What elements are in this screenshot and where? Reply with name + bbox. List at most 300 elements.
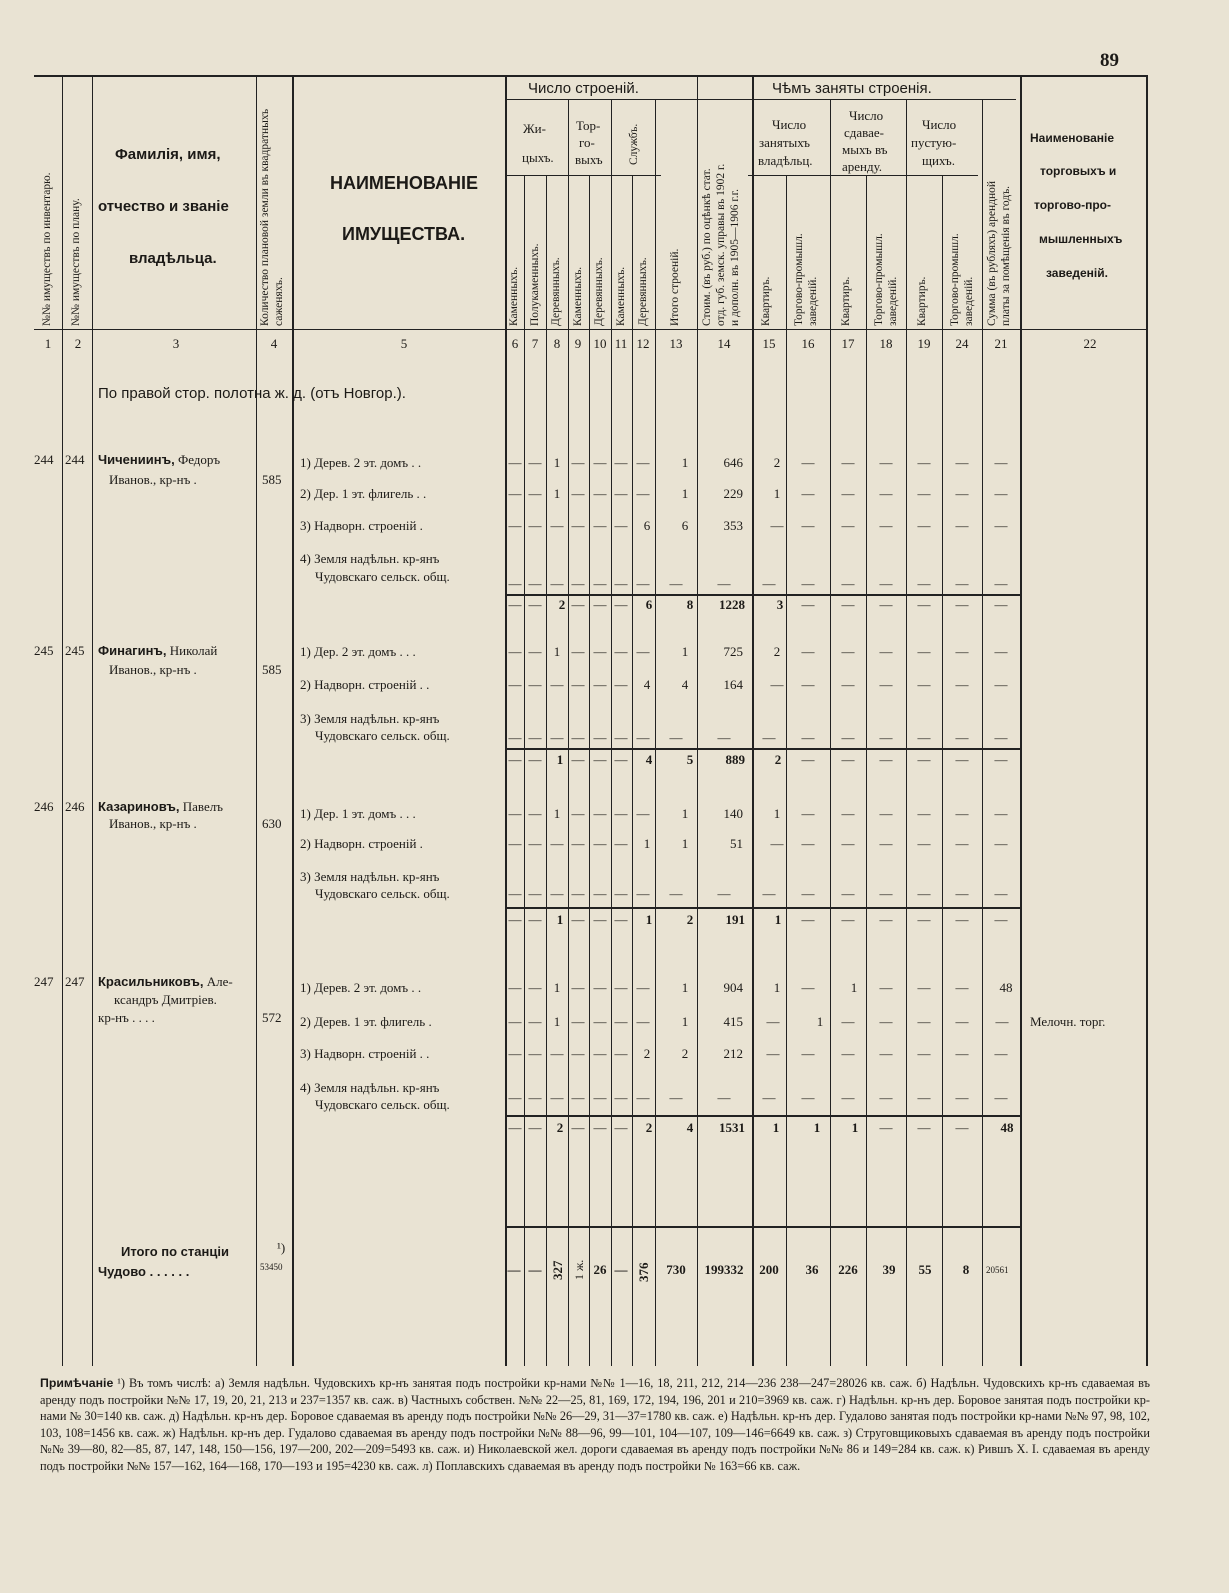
empty-cell-dash: — [528, 1120, 542, 1135]
subtotal-rule [505, 1115, 1020, 1117]
property-item: 1) Дерев. 2 эт. домъ . . [300, 980, 422, 995]
owner-name-line2: Иванов., кр-нъ . [109, 662, 197, 677]
empty-cell-dash: — [571, 912, 585, 927]
empty-cell-dash: — [571, 1014, 585, 1029]
empty-cell-dash: — [614, 677, 628, 692]
owner-name [98, 799, 223, 815]
empty-cell-dash: — [508, 836, 522, 851]
header-c12: Деревянныхъ. [637, 257, 649, 326]
col-number: 24 [955, 336, 969, 351]
inventory-no: 245 [34, 643, 54, 658]
empty-cell-dash: — [614, 576, 628, 591]
col-rule [786, 176, 787, 1366]
c13-value: 1 [681, 486, 689, 501]
empty-cell-dash: — [636, 486, 650, 501]
empty-cell-dash: — [917, 836, 931, 851]
empty-cell-dash: — [841, 730, 855, 745]
empty-cell-dash: — [528, 912, 542, 927]
c8-value: 1 [553, 980, 561, 995]
col-number: 5 [400, 336, 408, 351]
empty-cell-dash: — [917, 518, 931, 533]
empty-cell-dash: — [879, 1014, 893, 1029]
c14-value: 212 [723, 1046, 743, 1061]
total-c16: 1 [813, 1120, 821, 1135]
empty-cell-dash: — [508, 576, 522, 591]
empty-cell-dash: — [550, 1046, 564, 1061]
owner-name [98, 643, 217, 659]
empty-cell-dash: — [636, 806, 650, 821]
empty-cell-dash: — [528, 1046, 542, 1061]
empty-cell-dash: — [717, 886, 731, 901]
empty-cell-dash: — [917, 886, 931, 901]
header-rent-1: Число [849, 108, 884, 123]
empty-cell-dash: — [593, 486, 607, 501]
owner-name [98, 974, 233, 990]
empty-cell-dash: — [614, 518, 628, 533]
empty-cell-dash: — [955, 1120, 969, 1135]
c14-value: 725 [723, 644, 743, 659]
col-rule [906, 100, 907, 1366]
empty-cell-dash: — [508, 730, 522, 745]
col-rule [982, 100, 983, 1366]
col-rule [256, 76, 257, 1366]
empty-cell-dash: — [593, 912, 607, 927]
empty-cell-dash: — [841, 752, 855, 767]
empty-cell-dash: — [571, 1046, 585, 1061]
empty-cell-dash: — [801, 518, 815, 533]
plan-no: 247 [65, 974, 85, 989]
total-c8: 2 [556, 1120, 564, 1135]
grand-total-land: 53450 [260, 1262, 283, 1272]
empty-cell-dash: — [955, 806, 969, 821]
empty-cell-dash: — [801, 912, 815, 927]
c15-value: — [770, 677, 784, 692]
col-number: 6 [511, 336, 519, 351]
c15-value: 1 [773, 980, 781, 995]
c13-value: 1 [681, 1014, 689, 1029]
header-owners-2: занятыхъ [759, 135, 810, 150]
empty-cell-dash: — [636, 886, 650, 901]
empty-cell-dash: — [879, 486, 893, 501]
grand-c10: 26 [593, 1262, 607, 1277]
col-number: 15 [762, 336, 776, 351]
empty-cell-dash: — [994, 730, 1008, 745]
empty-cell-dash: — [955, 677, 969, 692]
c13-value: 1 [681, 644, 689, 659]
header-property-1: НАИМЕНОВАНІЕ [330, 173, 479, 193]
empty-cell-dash: — [614, 912, 628, 927]
empty-cell-dash: — [917, 1120, 931, 1135]
empty-cell-dash: — [528, 597, 542, 612]
header-service: Службъ. [628, 123, 640, 165]
header-owner-3: владѣльца. [129, 250, 217, 267]
c14-value: 140 [723, 806, 743, 821]
empty-cell-dash: — [593, 677, 607, 692]
c13-value: 1 [681, 806, 689, 821]
empty-cell-dash: — [550, 677, 564, 692]
col-number: 11 [614, 336, 628, 351]
col-number: 13 [669, 336, 683, 351]
empty-cell-dash: — [528, 518, 542, 533]
empty-cell-dash: — [917, 486, 931, 501]
col-rule [697, 76, 698, 1366]
header-dwelling-2: цыхъ. [522, 150, 554, 165]
col-rule [1020, 76, 1022, 1366]
col-rule [92, 76, 93, 1366]
header-c9: Каменныхъ. [572, 266, 584, 326]
empty-cell-dash: — [528, 980, 542, 995]
empty-cell-dash: — [917, 752, 931, 767]
empty-cell-dash: — [550, 886, 564, 901]
empty-cell-dash: — [508, 886, 522, 901]
empty-cell-dash: — [717, 576, 731, 591]
header-empty-1: Число [922, 117, 957, 132]
col-number: 21 [994, 336, 1008, 351]
empty-cell-dash: — [801, 597, 815, 612]
property-item: 2) Дерев. 1 эт. флигель . [300, 1014, 432, 1029]
col-number: 19 [917, 336, 931, 351]
empty-cell-dash: — [841, 886, 855, 901]
empty-cell-dash: — [528, 677, 542, 692]
empty-cell-dash: — [717, 1090, 731, 1105]
subhdr-rule-3 [748, 175, 978, 176]
c14-value: 415 [723, 1014, 743, 1029]
c8-value: 1 [553, 486, 561, 501]
c15-value: 2 [773, 644, 781, 659]
col-number: 18 [879, 336, 893, 351]
empty-cell-dash: — [841, 576, 855, 591]
col-number: 16 [801, 336, 815, 351]
header-c15: Квартиръ. [760, 276, 772, 326]
empty-cell-dash: — [571, 886, 585, 901]
owner-firstname: Федоръ [174, 452, 221, 467]
header-trade-1: Тор- [576, 118, 601, 133]
empty-cell-dash: — [636, 1014, 650, 1029]
col-rule [830, 100, 831, 1366]
empty-cell-dash: — [879, 518, 893, 533]
owner-firstname: Павелъ [179, 799, 223, 814]
total-c21: 48 [1000, 1120, 1014, 1135]
empty-cell-dash: — [841, 836, 855, 851]
grand-c12: 376 [636, 1262, 651, 1282]
empty-cell-dash: — [550, 576, 564, 591]
total-c13: 4 [686, 1120, 694, 1135]
c14-value: 646 [723, 455, 743, 470]
empty-cell-dash: — [593, 752, 607, 767]
empty-cell-dash: — [955, 576, 969, 591]
col-rule [62, 76, 63, 1366]
empty-cell-dash: — [917, 980, 931, 995]
property-item-line2: Чудовскаго сельск. общ. [315, 1097, 450, 1112]
empty-cell-dash: — [955, 644, 969, 659]
property-item-line2: Чудовскаго сельск. общ. [315, 886, 450, 901]
empty-cell-dash: — [917, 597, 931, 612]
empty-cell-dash: — [994, 518, 1008, 533]
c12-value: 1 [643, 836, 651, 851]
col-rule [589, 176, 590, 1366]
empty-cell-dash: — [614, 1120, 628, 1135]
col-rule [632, 176, 633, 1366]
empty-cell-dash: — [955, 730, 969, 745]
empty-cell-dash: — [571, 644, 585, 659]
owner-surname: Финагинъ, [98, 643, 167, 658]
owner-firstname: Але- [203, 974, 233, 989]
header-plan-no: №№ имуществъ по плану. [70, 198, 82, 326]
header-empty-3: щихъ. [922, 153, 955, 168]
owner-name [98, 452, 220, 468]
total-c14: 1531 [719, 1120, 745, 1135]
header-establishments-1: Наименованіе [1030, 131, 1114, 145]
empty-cell-dash: — [994, 806, 1008, 821]
header-group-buildings: Число строеній. [528, 80, 639, 97]
empty-cell-dash: — [571, 836, 585, 851]
empty-cell-dash: — [593, 1046, 607, 1061]
total-c15: 1 [772, 1120, 780, 1135]
col-rule [505, 76, 507, 1366]
c15-value: 1 [773, 806, 781, 821]
c14-value: 164 [723, 677, 743, 692]
col-number: 12 [636, 336, 650, 351]
total-c14: 1228 [719, 597, 745, 612]
empty-cell-dash: — [636, 455, 650, 470]
col-number: 17 [841, 336, 855, 351]
empty-cell-dash: — [879, 597, 893, 612]
empty-cell-dash: — [994, 677, 1008, 692]
empty-cell-dash: — [571, 1120, 585, 1135]
empty-cell-dash: — [593, 980, 607, 995]
header-c13: Итого строеній. [669, 248, 681, 326]
property-item: 4) Земля надѣльн. кр-янъ [300, 551, 440, 566]
property-item: 1) Дер. 1 эт. домъ . . . [300, 806, 416, 821]
header-group-occupied: Чѣмъ заняты строенія. [772, 80, 932, 97]
empty-cell-dash: — [879, 806, 893, 821]
header-rent-2: сдавае- [844, 125, 884, 140]
empty-cell-dash: — [917, 576, 931, 591]
col-number: 9 [574, 336, 582, 351]
empty-cell-dash: — [841, 677, 855, 692]
empty-cell-dash: — [917, 644, 931, 659]
empty-cell-dash: — [614, 455, 628, 470]
c14-value: 51 [730, 836, 743, 851]
empty-cell-dash: — [614, 1046, 628, 1061]
grand-total-land-mark: ¹) [277, 1240, 286, 1255]
col-rule [866, 176, 867, 1366]
total-c12: 1 [645, 912, 653, 927]
subtotal-rule [505, 594, 1020, 596]
header-c14-1: Стоим. (въ руб.) по оцѣнкѣ стат. [701, 168, 713, 326]
col-rule [292, 76, 294, 1366]
empty-cell-dash: — [614, 1090, 628, 1105]
header-owner-2: отчество и званіе [98, 198, 229, 215]
property-item-line2: Чудовскаго сельск. общ. [315, 569, 450, 584]
right-border [1146, 76, 1148, 1366]
empty-cell-dash: — [614, 806, 628, 821]
empty-cell-dash: — [614, 980, 628, 995]
empty-cell-dash: — [550, 518, 564, 533]
empty-cell-dash: — [955, 1090, 969, 1105]
empty-cell-dash: — [841, 1046, 855, 1061]
grand-c9: 1 ж. [572, 1259, 586, 1280]
property-item: 3) Надворн. строеній . . [300, 1046, 430, 1061]
c16-value: — [801, 980, 815, 995]
col-number: 2 [74, 336, 82, 351]
total-c13: 2 [686, 912, 694, 927]
property-item: 3) Земля надѣльн. кр-янъ [300, 869, 440, 884]
c16-value: 1 [816, 1014, 824, 1029]
empty-cell-dash: — [841, 455, 855, 470]
empty-cell-dash: — [669, 576, 683, 591]
empty-cell-dash: — [801, 836, 815, 851]
empty-cell-dash: — [879, 980, 893, 995]
empty-cell-dash: — [955, 1014, 969, 1029]
page-number: 89 [1100, 50, 1119, 71]
c14-value: 353 [723, 518, 743, 533]
empty-cell-dash: — [917, 1014, 931, 1029]
empty-cell-dash: — [994, 836, 1008, 851]
subhdr-rule-occupied [748, 99, 1016, 100]
empty-cell-dash: — [994, 912, 1008, 927]
property-item: 4) Земля надѣльн. кр-янъ [300, 1080, 440, 1095]
header-c18: Торгово-промышл. заведеній. [873, 233, 899, 326]
empty-cell-dash: — [762, 1090, 776, 1105]
header-c8: Деревянныхъ. [550, 257, 562, 326]
col-number: 8 [553, 336, 561, 351]
empty-cell-dash: — [801, 486, 815, 501]
empty-cell-dash: — [879, 677, 893, 692]
c21-value: 48 [999, 980, 1013, 995]
property-item: 1) Дер. 2 эт. домъ . . . [300, 644, 416, 659]
total-c13: 5 [686, 752, 694, 767]
footnote-label: Примѣчаніе [40, 1376, 114, 1390]
inventory-no: 246 [34, 799, 54, 814]
header-establishments-4: мышленныхъ [1039, 232, 1123, 246]
header-inventory-no: №№ имуществъ по инвентарю. [41, 172, 53, 326]
empty-cell-dash: — [528, 644, 542, 659]
empty-cell-dash: — [528, 806, 542, 821]
header-c7: Полукаменныхъ. [529, 243, 541, 326]
property-item: 1) Дерев. 2 эт. домъ . . [300, 455, 422, 470]
total-c8: 2 [558, 597, 566, 612]
empty-cell-dash: — [571, 752, 585, 767]
total-c8: 1 [556, 912, 564, 927]
empty-cell-dash: — [801, 1046, 815, 1061]
empty-cell-dash: — [614, 486, 628, 501]
header-property-2: ИМУЩЕСТВА. [342, 224, 466, 244]
empty-cell-dash: — [528, 836, 542, 851]
empty-cell-dash: — [879, 576, 893, 591]
empty-cell-dash: — [508, 752, 522, 767]
empty-cell-dash: — [528, 752, 542, 767]
empty-cell-dash: — [801, 455, 815, 470]
empty-cell-dash: — [636, 644, 650, 659]
empty-cell-dash: — [528, 886, 542, 901]
empty-cell-dash: — [717, 730, 731, 745]
empty-cell-dash: — [593, 597, 607, 612]
property-item: 3) Земля надѣльн. кр-янъ [300, 711, 440, 726]
empty-cell-dash: — [636, 1090, 650, 1105]
header-bottom-rule [34, 329, 1148, 330]
empty-cell-dash: — [994, 1090, 1008, 1105]
empty-cell-dash: — [614, 886, 628, 901]
total-c12: 4 [645, 752, 653, 767]
header-c19: Квартиръ. [916, 276, 928, 326]
section-title: По правой стор. полотна ж. д. (отъ Новгор.). [98, 385, 406, 402]
c13-value: 6 [681, 518, 689, 533]
grand-c11: — [614, 1262, 628, 1277]
header-c16: Торгово-промышл. заведеній. [793, 233, 819, 326]
empty-cell-dash: — [593, 1090, 607, 1105]
grand-c7: — [528, 1262, 542, 1277]
total-c17: 1 [851, 1120, 859, 1135]
empty-cell-dash: — [879, 886, 893, 901]
empty-cell-dash: — [801, 806, 815, 821]
empty-cell-dash: — [508, 1120, 522, 1135]
header-c21-2: платы за помѣщенія въ годъ. [1000, 185, 1012, 326]
empty-cell-dash: — [614, 644, 628, 659]
empty-cell-dash: — [955, 886, 969, 901]
footnote-sup: ¹) [117, 1376, 126, 1390]
grand-c20: 8 [962, 1262, 970, 1277]
owner-surname: Красильниковъ, [98, 974, 204, 989]
header-c20: Торгово-промышл. заведеній. [949, 233, 975, 326]
empty-cell-dash: — [917, 730, 931, 745]
empty-cell-dash: — [593, 886, 607, 901]
c13-value: 2 [681, 1046, 689, 1061]
empty-cell-dash: — [614, 730, 628, 745]
empty-cell-dash: — [994, 886, 1008, 901]
property-item: 3) Надворн. строеній . [300, 518, 423, 533]
empty-cell-dash: — [508, 455, 522, 470]
header-owner-1: Фамилія, имя, [115, 146, 221, 163]
plan-no: 244 [65, 452, 85, 467]
grand-c21: 20561 [986, 1265, 1009, 1275]
c8-value: 1 [553, 455, 561, 470]
empty-cell-dash: — [801, 576, 815, 591]
c15-value: — [770, 836, 784, 851]
subtotal-rule [505, 748, 1020, 750]
total-c12: 6 [645, 597, 653, 612]
empty-cell-dash: — [917, 1046, 931, 1061]
empty-cell-dash: — [508, 518, 522, 533]
empty-cell-dash: — [508, 912, 522, 927]
empty-cell-dash: — [571, 597, 585, 612]
empty-cell-dash: — [841, 486, 855, 501]
empty-cell-dash: — [550, 730, 564, 745]
empty-cell-dash: — [528, 486, 542, 501]
empty-cell-dash: — [994, 752, 1008, 767]
empty-cell-dash: — [593, 455, 607, 470]
c15-value: 2 [773, 455, 781, 470]
c13-value: 1 [681, 980, 689, 995]
empty-cell-dash: — [614, 752, 628, 767]
header-owners-3: владѣльц. [758, 153, 813, 168]
empty-cell-dash: — [593, 806, 607, 821]
c13-value: 1 [681, 836, 689, 851]
col-rule [546, 176, 547, 1366]
subhdr-rule-2 [506, 175, 661, 176]
grand-c15: 200 [759, 1262, 779, 1277]
empty-cell-dash: — [917, 912, 931, 927]
empty-cell-dash: — [762, 886, 776, 901]
empty-cell-dash: — [528, 730, 542, 745]
empty-cell-dash: — [955, 1046, 969, 1061]
c15-value: 1 [773, 486, 781, 501]
empty-cell-dash: — [955, 518, 969, 533]
total-c15: 1 [774, 912, 782, 927]
empty-cell-dash: — [801, 644, 815, 659]
empty-cell-dash: — [879, 836, 893, 851]
owner-name-line3: кр-нъ . . . . [98, 1010, 155, 1025]
